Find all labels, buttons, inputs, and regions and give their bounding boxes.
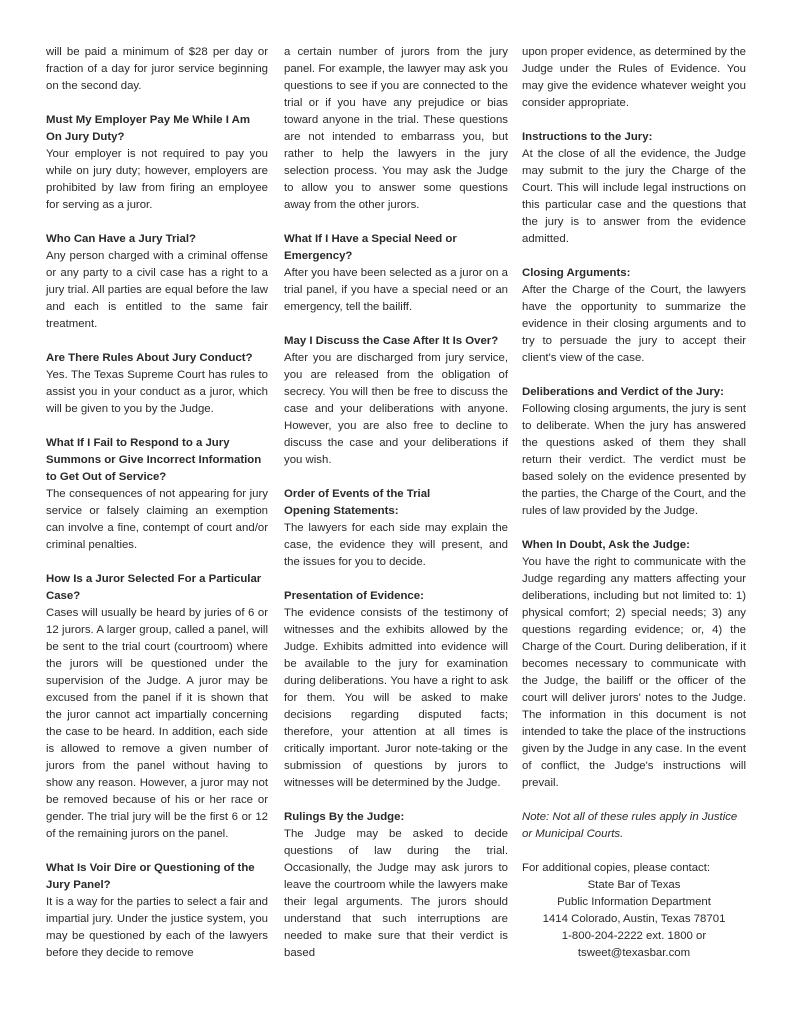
section-heading-special-need: What If I Have a Special Need or Emergency? bbox=[284, 233, 457, 262]
section-heading-closing-arguments: Closing Arguments: bbox=[522, 267, 631, 279]
continued-paragraph: will be paid a minimum of $28 per day or fraction of a day for juror service beginning on the second day. bbox=[46, 46, 268, 92]
section-body-discuss-case: After you are discharged from jury service, you are released from the obligation of secrecy. You will then be free to discuss the case and your deliberations with anyone. However, you are also free to decline to discuss the case and your deliberations if you wish. bbox=[284, 352, 508, 466]
continued-paragraph: a certain number of jurors from the jury panel. For example, the lawyer may ask you questions to see if you are connected to the trial or if you have any prejudice or bias toward anyone in the trial. These questions are not intended to embarrass you, but rather to help the lawyers in the jury selection process. You may ask the Judge to allow you to answer some questions away from the other jurors. bbox=[284, 46, 508, 211]
section-heading-voir-dire: What Is Voir Dire or Questioning of the Jury Panel? bbox=[46, 862, 255, 891]
section-heading-instructions: Instructions to the Jury: bbox=[522, 131, 653, 143]
section-heading-juror-selected: How Is a Juror Selected For a Particular Case? bbox=[46, 573, 262, 602]
section-body-jury-conduct: Yes. The Texas Supreme Court has rules to assist you in your conduct as a juror, which will be given to you by the Judge. bbox=[46, 369, 268, 415]
section-heading-jury-conduct: Are There Rules About Jury Conduct? bbox=[46, 352, 253, 364]
contact-phone: 1-800-204-2222 ext. 1800 or bbox=[561, 930, 707, 942]
section-heading-jury-trial: Who Can Have a Jury Trial? bbox=[46, 233, 197, 245]
section-body-presentation-of-evidence: The evidence consists of the testimony of witnesses and the exhibits allowed by the Judge. Exhibits admitted into evidence will be available to the jury for examination during deliberations. You have a right to ask for them. You will be asked to make decisions regarding disputed facts; therefore, your attention at all times is critically important. Juror note-taking or the submission of questions by jurors to witnesses will be determined by the Judge. bbox=[284, 607, 508, 789]
section-body-special-need: After you have been selected as a juror on a trial panel, if you have a special need or an emergency, tell the bailiff. bbox=[284, 267, 508, 313]
section-body-deliberations: Following closing arguments, the jury is sent to deliberate. When the jury has answered the questions asked of them they shall return their verdict. The verdict must be based solely on the evidence presented by the parties, the Charge of the Court, and the rules of law provided by the Judge. bbox=[522, 403, 746, 517]
section-body-rulings: The Judge may be asked to decide questions of law during the trial. Occasionally, the Judge may ask jurors to leave the courtroom while the lawyers make their legal arguments. The jurors should understand that such interruptions are needed to make sure that their verdict is based bbox=[284, 828, 508, 959]
contact-address: 1414 Colorado, Austin, Texas 78701 bbox=[542, 913, 726, 925]
section-body-employer-pay: Your employer is not required to pay you while on jury duty; however, employers are prohibited by law from firing an employee for serving as a juror. bbox=[46, 148, 268, 211]
section-body-ask-the-judge: You have the right to communicate with the Judge regarding any matters affecting your deliberations, including but not limited to: 1) physical comfort; 2) special needs; 3) any questions regarding evidence; or, 4) the Charge of the Court. During deliberation, if it becomes necessary to communicate with the Judge, the bailiff or the officer of the court will deliver jurors' notes to the Judge. The information in this document is not intended to take the place of the instructions given by the Judge in any case. In the event of conflict, the Judge's instructions will prevail. bbox=[522, 556, 746, 789]
section-heading-fail-to-respond: What If I Fail to Respond to a Jury Summons or Give Incorrect Information to Get Out of Service? bbox=[46, 437, 262, 483]
section-heading-ask-the-judge: When In Doubt, Ask the Judge: bbox=[522, 539, 690, 551]
section-body-instructions: At the close of all the evidence, the Judge may submit to the jury the Charge of the Court. This will include legal instructions on this particular case and the questions that the jury is to answer from the evidence admitted. bbox=[522, 148, 746, 245]
section-heading-deliberations: Deliberations and Verdict of the Jury: bbox=[522, 386, 724, 398]
section-heading-presentation-of-evidence: Presentation of Evidence: bbox=[284, 590, 424, 602]
section-heading-discuss-case: May I Discuss the Case After It Is Over? bbox=[284, 335, 499, 347]
contact-intro: For additional copies, please contact: bbox=[522, 862, 711, 874]
section-body-jury-trial: Any person charged with a criminal offense or any party to a civil case has a right to a jury trial. All parties are equal before the law and each is entitled to the same fair treatment. bbox=[46, 250, 268, 330]
contact-organization: State Bar of Texas bbox=[587, 879, 681, 891]
column-1 bbox=[46, 44, 268, 979]
column-3 bbox=[522, 44, 746, 962]
section-body-fail-to-respond: The consequences of not appearing for jury service or falsely claiming an exemption can involve a fine, contempt of court and/or criminal penalties. bbox=[46, 488, 268, 551]
section-heading-order-of-events: Order of Events of the Trial bbox=[284, 488, 431, 500]
section-body-closing-arguments: After the Charge of the Court, the lawyers have the opportunity to summarize the evidence in their closing arguments and to try to persuade the jury to accept their client's view of the case. bbox=[522, 284, 746, 364]
courts-note: Note: Not all of these rules apply in Justice or Municipal Courts. bbox=[522, 811, 738, 840]
contact-block bbox=[522, 860, 746, 962]
column-2 bbox=[284, 44, 508, 979]
section-body-voir-dire: It is a way for the parties to select a fair and impartial jury. Under the justice system, you may be questioned by each of the lawyers before they decide to remove bbox=[46, 896, 268, 959]
section-heading-opening-statements: Opening Statements: bbox=[284, 505, 399, 517]
contact-email[interactable]: tsweet@texasbar.com bbox=[577, 947, 691, 959]
section-heading-rulings: Rulings By the Judge: bbox=[284, 811, 405, 823]
continued-paragraph: upon proper evidence, as determined by the Judge under the Rules of Evidence. You may give the evidence whatever weight you consider appropriate. bbox=[522, 46, 746, 109]
contact-department: Public Information Department bbox=[557, 896, 711, 908]
section-body-juror-selected: Cases will usually be heard by juries of 6 or 12 jurors. A larger group, called a panel, will be sent to the trial court (courtroom) where the jurors will be questioned under the supervision of the Judge. A juror may be excused from the panel if it is shown that the juror cannot act impartially concerning the case to be heard. In addition, each side is allowed to remove a given number of jurors from the panel without having to show any reason. However, a juror may not be removed because of his or her race or gender. The trial jury will be the first 6 or 12 of the remaining jurors on the panel. bbox=[46, 607, 268, 840]
section-heading-employer-pay: Must My Employer Pay Me While I Am On Jury Duty? bbox=[46, 114, 251, 143]
section-body-opening-statements: The lawyers for each side may explain the case, the evidence they will present, and the issues for you to decide. bbox=[284, 522, 508, 568]
